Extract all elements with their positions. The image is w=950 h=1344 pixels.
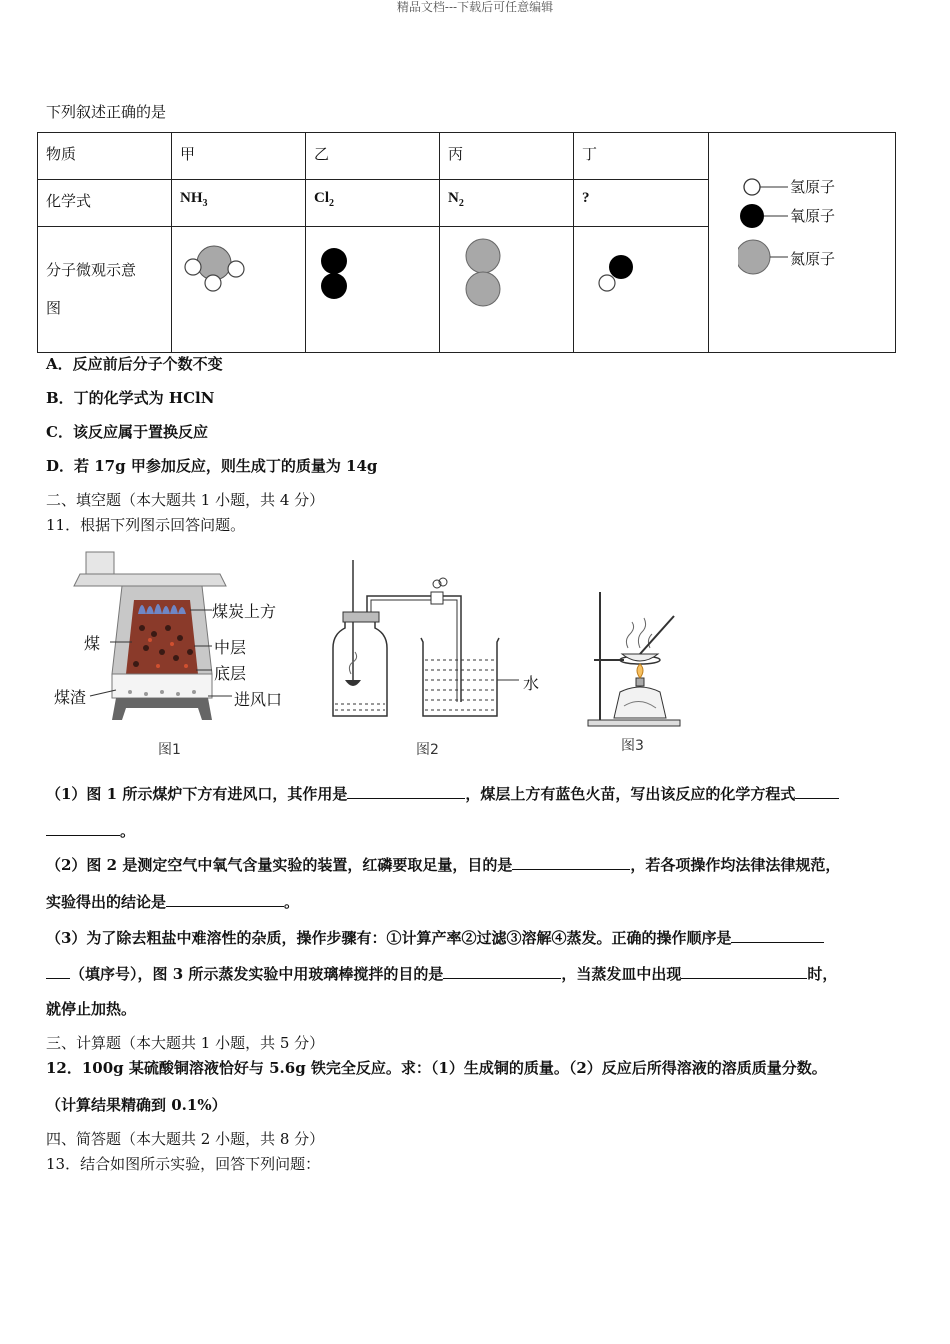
q11-part3-blank-1a[interactable] [731,926,824,943]
option-a: A．反应前后分子个数不变 [46,355,223,373]
oxygen-atom-icon [740,204,788,228]
label-bottom-layer: 底层 [214,664,247,683]
q11-part1-line2: 。 [46,819,135,841]
nitrogen-atom-icon [738,240,788,274]
figure-2-caption: 图2 [416,742,439,758]
q11-part2-line1: （2）图 2 是测定空气中氧气含量实验的装置，红磷要取足量，目的是 ，若各项操作均法律法律规范， [46,853,840,875]
label-coal: 煤 [84,634,101,653]
q11-part3-line2: （填序号），图 3 所示蒸发实验中用玻璃棒搅拌的目的是 ，当蒸发皿中出现 时， [46,962,837,984]
figure-1-coal-stove [50,548,310,728]
q11-part1-line1: （1）图 1 所示煤炉下方有进风口，其作用是 ，煤层上方有蓝色火苗，写出该反应的化学方程式 [46,782,839,804]
nh3-molecule-icon [172,227,297,348]
formula-unknown: ? [574,180,709,227]
q11-part2-blank-2[interactable] [166,890,284,907]
q11-part3-line3: 就停止加热。 [46,1000,137,1018]
label-formula: 化学式 [38,180,172,227]
q11-part1-blank-2b[interactable] [46,819,120,836]
page-header: 精品文档---下载后可任意编辑 [396,0,554,14]
hydrogen-atom-icon [744,179,788,195]
q11-part2-blank-1[interactable] [512,853,630,870]
question-12-line2: （计算结果精确到 0.1%） [46,1096,227,1114]
substance-yi: 乙 [306,133,440,180]
label-water: 水 [523,674,540,693]
question-12-line1: 12．100g 某硫酸铜溶液恰好与 5.6g 铁完全反应。求：（1）生成铜的质量。（2）反应后所得溶液的溶质质量分数。 [46,1059,827,1077]
label-substance: 物质 [38,133,172,180]
atom-legend [738,174,888,288]
question-11: 11．根据下列图示回答问题。 [46,516,246,534]
substance-jia: 甲 [172,133,306,180]
molecule-nh3 [172,227,306,353]
legend-oxygen: 氧原子 [790,207,836,225]
section-4-heading: 四、简答题（本大题共 2 小题，共 8 分） [46,1130,325,1148]
substance-ding: 丁 [574,133,709,180]
option-d: D．若 17g 甲参加反应，则生成丁的质量为 14g [46,457,378,475]
formula-nh3: $NH_3$ [172,180,306,227]
option-c: C．该反应属于置换反应 [46,423,208,441]
q11-part1-blank-2a[interactable] [795,782,839,799]
q11-part3-blank-1b[interactable] [46,962,70,979]
section-2-heading: 二、填空题（本大题共 1 小题，共 4 分） [46,491,325,509]
legend-nitrogen: 氮原子 [790,250,836,268]
label-slag: 煤渣 [54,688,87,707]
cl2-molecule-icon [306,227,431,348]
oxygen-measurement-illustration [325,552,555,724]
q11-part3-blank-2[interactable] [443,962,561,979]
formula-cl2: $Cl_2$ [306,180,440,227]
figure-3-evaporation [584,588,688,728]
formula-n2: $N_2$ [440,180,574,227]
molecule-unknown [574,227,709,353]
q11-part3-blank-3[interactable] [681,962,807,979]
evaporation-illustration [584,588,688,728]
question-13: 13．结合如图所示实验，回答下列问题： [46,1155,321,1173]
section-3-heading: 三、计算题（本大题共 1 小题，共 5 分） [46,1034,325,1052]
figure-2-apparatus [325,552,555,724]
unknown-molecule-icon [574,227,700,348]
legend-hydrogen: 氢原子 [790,178,836,196]
molecule-n2 [440,227,574,353]
q11-part2-line2: 实验得出的结论是 。 [46,890,299,912]
molecule-cl2 [306,227,440,353]
figure-1-caption: 图1 [158,742,181,758]
question-intro: 下列叙述正确的是 [46,103,167,121]
substance-bing: 丙 [440,133,574,180]
label-micro-diagram: 分子微观示意 图 [38,227,172,353]
option-b: B．丁的化学式为 HClN [46,389,215,407]
label-above-coal: 煤炭上方 [212,602,277,621]
n2-molecule-icon [440,227,565,348]
q11-part3-line1: （3）为了除去粗盐中难溶性的杂质，操作步骤有：①计算产率②过滤③溶解④蒸发。正确的操作顺序是 [46,926,824,948]
figure-3-caption: 图3 [621,738,644,754]
label-middle-layer: 中层 [214,638,247,657]
label-air-inlet: 进风口 [234,690,283,709]
q11-part1-blank-1[interactable] [347,782,465,799]
